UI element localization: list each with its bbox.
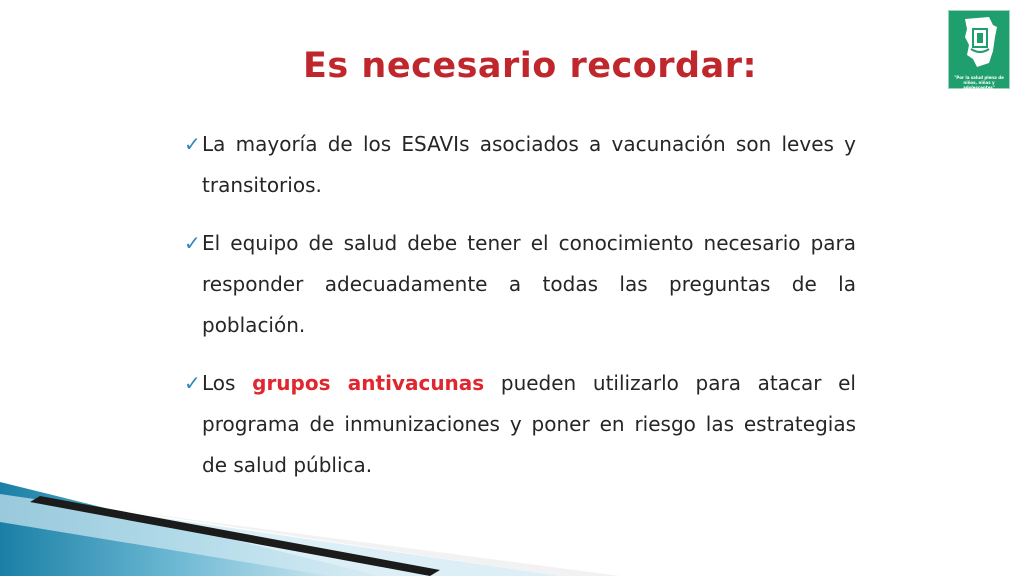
slide-title: Es necesario recordar:: [303, 46, 757, 86]
bullet-item: [184, 363, 856, 486]
bullet-text: La mayoría de los ESAVIs asociados a vacunación son leves y transitorios.: [202, 132, 856, 197]
bullet-item: [184, 124, 856, 206]
bullet-text: Los: [202, 371, 253, 395]
decorative-swoosh: [0, 470, 1024, 576]
logo-tagline: "Por la salud plena de niños, niñas y adolescentes": [954, 75, 1004, 90]
bullet-text-continued: pueden utilizarlo para atacar el programa de inmunizaciones y poner en riesgo las estrategias de salud pública.: [202, 371, 856, 477]
checkmark-icon: ✓: [184, 371, 201, 395]
checkmark-icon: ✓: [184, 132, 201, 156]
bullet-text: El equipo de salud debe tener el conocimiento necesario para responder adecuadamente a todas las preguntas de la población.: [202, 231, 856, 337]
health-ministry-logo: [948, 10, 1010, 89]
province-map-icon: [949, 11, 1009, 73]
highlighted-phrase: grupos antivacunas: [252, 371, 485, 395]
bullet-item: [184, 223, 856, 346]
checkmark-icon: ✓: [184, 231, 201, 255]
bullet-list: [184, 124, 856, 503]
